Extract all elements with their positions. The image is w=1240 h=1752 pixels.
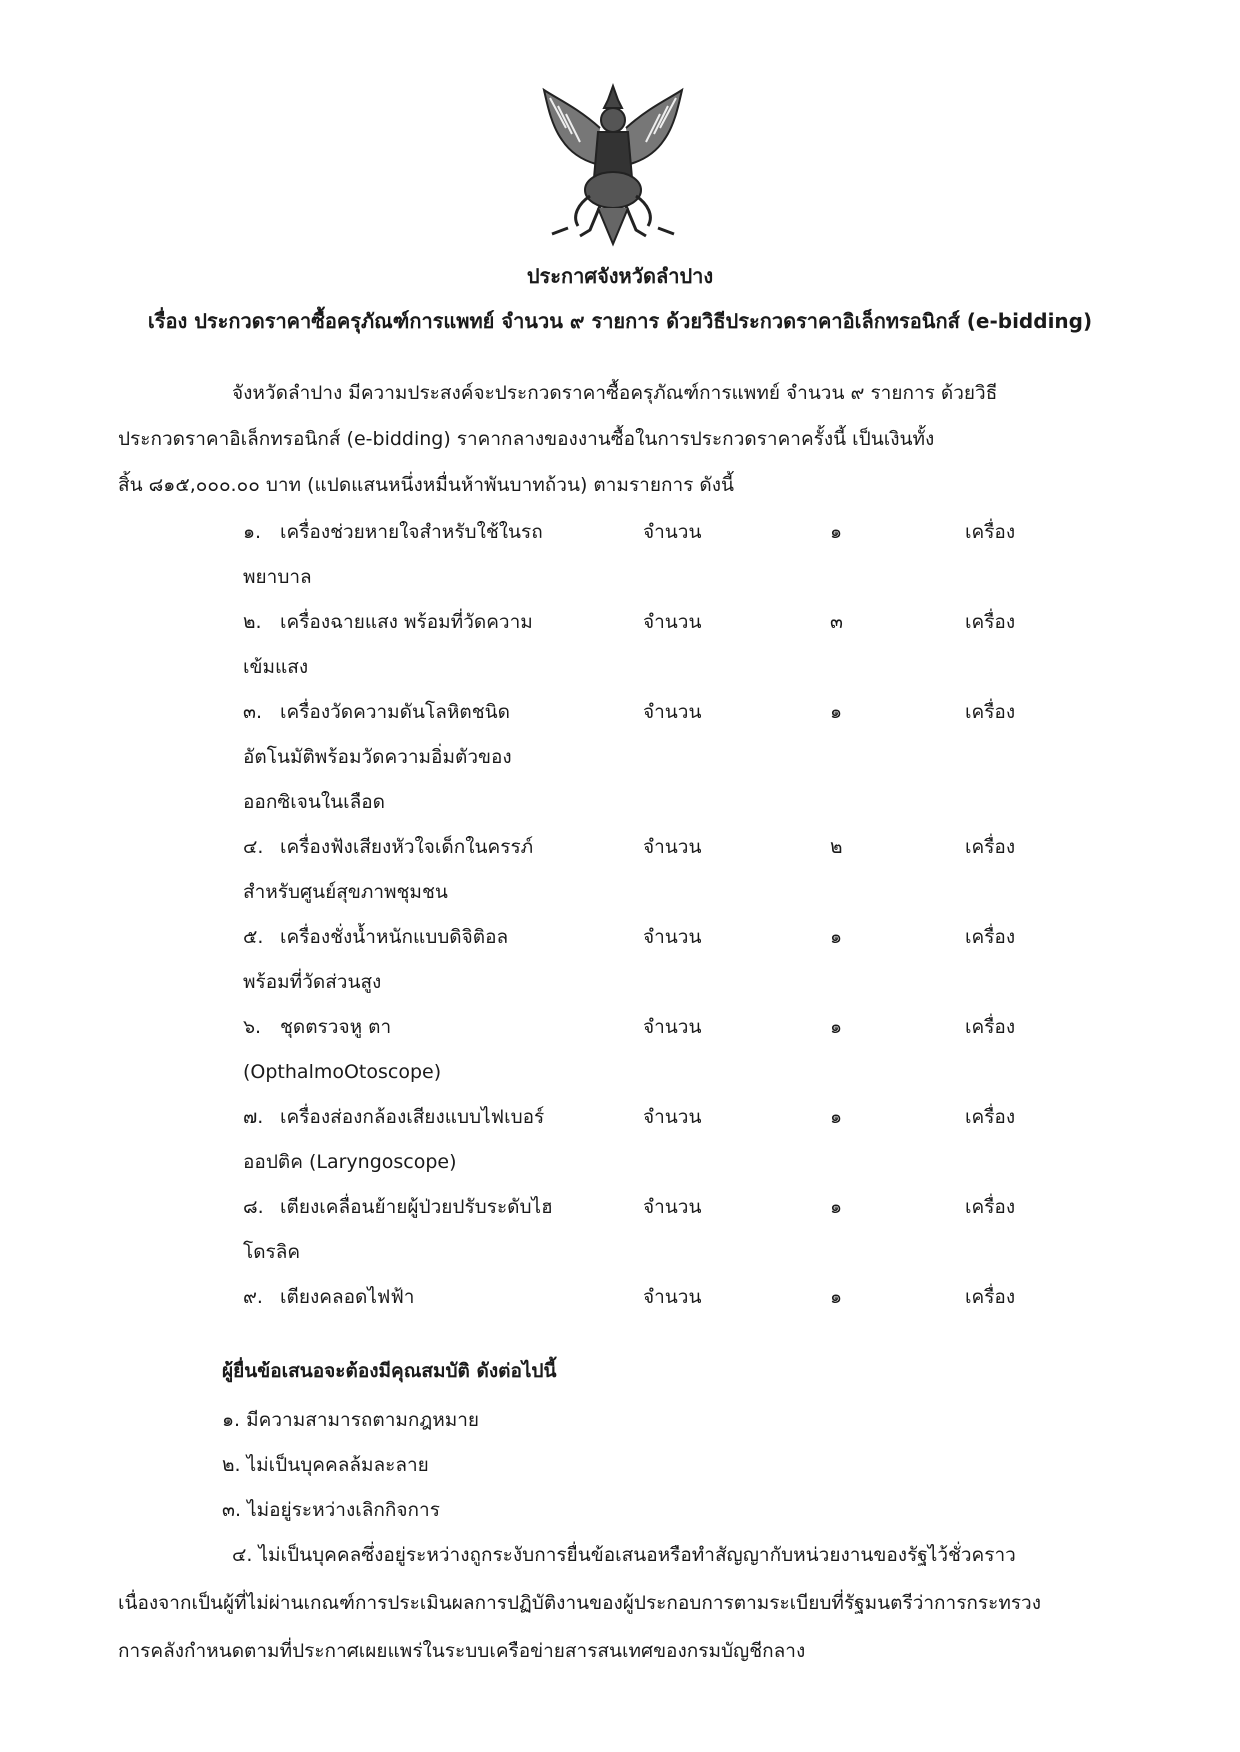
item-name: เตียงเคลื่อนย้ายผู้ป่วยปรับระดับไฮ — [280, 1196, 553, 1218]
qualifications-heading: ผู้ยื่นข้อเสนอจะต้องมีคุณสมบัติ ดังต่อไปนี้ — [222, 1360, 557, 1382]
item-unit: เครื่อง — [965, 1286, 1016, 1308]
item-name: เครื่องฟังเสียงหัวใจเด็กในครรภ์ — [280, 836, 534, 858]
item-quantity: ๑ — [830, 1016, 843, 1038]
item-name-continued: โดรลิค — [243, 1241, 301, 1263]
item-quantity: ๑ — [830, 1196, 843, 1218]
item-unit: เครื่อง — [965, 926, 1016, 948]
item-name: เครื่องช่วยหายใจสำหรับใช้ในรถ — [280, 521, 543, 543]
item-number: ๔. — [243, 836, 264, 858]
document-subject: เรื่อง ประกวดราคาซื้อครุภัณฑ์การแพทย์ จำนวน ๙ รายการ ด้วยวิธีประกวดราคาอิเล็กทรอนิกส์ (e-bidding) — [147, 309, 1093, 333]
item-unit: เครื่อง — [965, 611, 1016, 633]
item-quantity: ๑ — [830, 1286, 843, 1308]
qualification-item-continued: การคลังกำหนดตามที่ประกาศเผยแพร่ในระบบเครือข่ายสารสนเทศของกรมบัญชีกลาง — [118, 1640, 806, 1662]
item-unit: เครื่อง — [965, 701, 1016, 723]
item-number: ๖. — [243, 1016, 262, 1038]
item-quantity-label: จำนวน — [643, 701, 702, 723]
qualification-item: ๔. ไม่เป็นบุคคลซึ่งอยู่ระหว่างถูกระงับการยื่นข้อเสนอหรือทำสัญญากับหน่วยงานของรัฐไว้ชั่วคราว — [232, 1544, 1016, 1566]
item-quantity: ๑ — [830, 521, 843, 543]
item-quantity-label: จำนวน — [643, 1106, 702, 1128]
item-number: ๕. — [243, 926, 264, 948]
item-number: ๒. — [243, 611, 262, 633]
item-name: เครื่องส่องกล้องเสียงแบบไฟเบอร์ — [280, 1106, 545, 1128]
item-quantity-label: จำนวน — [643, 611, 702, 633]
item-name-continued: (OpthalmoOtoscope) — [243, 1061, 442, 1083]
item-quantity-label: จำนวน — [643, 1286, 702, 1308]
item-quantity: ๒ — [830, 836, 843, 858]
item-quantity-label: จำนวน — [643, 836, 702, 858]
garuda-emblem-icon — [538, 78, 688, 248]
item-name: เครื่องวัดความดันโลหิตชนิด — [280, 701, 510, 723]
intro-line-2: ประกวดราคาอิเล็กทรอนิกส์ (e-bidding) ราคากลางของงานซื้อในการประกวดราคาครั้งนี้ เป็นเงินทั้ง — [118, 428, 935, 450]
item-quantity-label: จำนวน — [643, 1196, 702, 1218]
item-name: ชุดตรวจหู ตา — [280, 1016, 392, 1038]
qualification-item: ๑. มีความสามารถตามกฎหมาย — [222, 1409, 480, 1431]
item-unit: เครื่อง — [965, 1106, 1016, 1128]
item-name: เครื่องชั่งน้ำหนักแบบดิจิติอล — [280, 926, 509, 948]
document-title: ประกาศจังหวัดลำปาง — [526, 264, 714, 288]
item-quantity: ๑ — [830, 701, 843, 723]
item-quantity-label: จำนวน — [643, 926, 702, 948]
item-name-continued: พยาบาล — [243, 566, 312, 588]
item-number: ๑. — [243, 521, 262, 543]
item-name-continued: อัตโนมัติพร้อมวัดความอิ่มตัวของ — [243, 746, 512, 768]
item-number: ๙. — [243, 1286, 263, 1308]
intro-line-1: จังหวัดลำปาง มีความประสงค์จะประกวดราคาซื้อครุภัณฑ์การแพทย์ จำนวน ๙ รายการ ด้วยวิธี — [232, 382, 998, 404]
item-name-continued: ออปติค (Laryngoscope) — [243, 1151, 457, 1173]
item-quantity: ๑ — [830, 1106, 843, 1128]
item-quantity-label: จำนวน — [643, 1016, 702, 1038]
item-unit: เครื่อง — [965, 836, 1016, 858]
item-unit: เครื่อง — [965, 1016, 1016, 1038]
item-number: ๓. — [243, 701, 263, 723]
qualification-item: ๓. ไม่อยู่ระหว่างเลิกกิจการ — [222, 1499, 440, 1521]
item-name: เครื่องฉายแสง พร้อมที่วัดความ — [280, 611, 533, 633]
item-number: ๘. — [243, 1196, 264, 1218]
qualification-item: ๒. ไม่เป็นบุคคลล้มละลาย — [222, 1454, 429, 1476]
item-name-continued: สำหรับศูนย์สุขภาพชุมชน — [243, 881, 448, 903]
item-name: เตียงคลอดไฟฟ้า — [280, 1286, 415, 1308]
item-unit: เครื่อง — [965, 1196, 1016, 1218]
item-name-continued: พร้อมที่วัดส่วนสูง — [243, 971, 382, 993]
intro-line-3: สิ้น ๘๑๕,๐๐๐.๐๐ บาท (แปดแสนหนึ่งหมื่นห้าพันบาทถ้วน) ตามรายการ ดังนี้ — [118, 474, 734, 496]
qualification-item-continued: เนื่องจากเป็นผู้ที่ไม่ผ่านเกณฑ์การประเมินผลการปฏิบัติงานของผู้ประกอบการตามระเบียบที่รัฐมนตรีว่าการกระทรวง — [118, 1592, 1042, 1614]
item-unit: เครื่อง — [965, 521, 1016, 543]
item-quantity: ๑ — [830, 926, 843, 948]
item-quantity: ๓ — [830, 611, 843, 633]
item-quantity-label: จำนวน — [643, 521, 702, 543]
item-name-continued: ออกซิเจนในเลือด — [243, 791, 385, 813]
item-name-continued: เข้มแสง — [243, 656, 309, 678]
item-number: ๗. — [243, 1106, 264, 1128]
